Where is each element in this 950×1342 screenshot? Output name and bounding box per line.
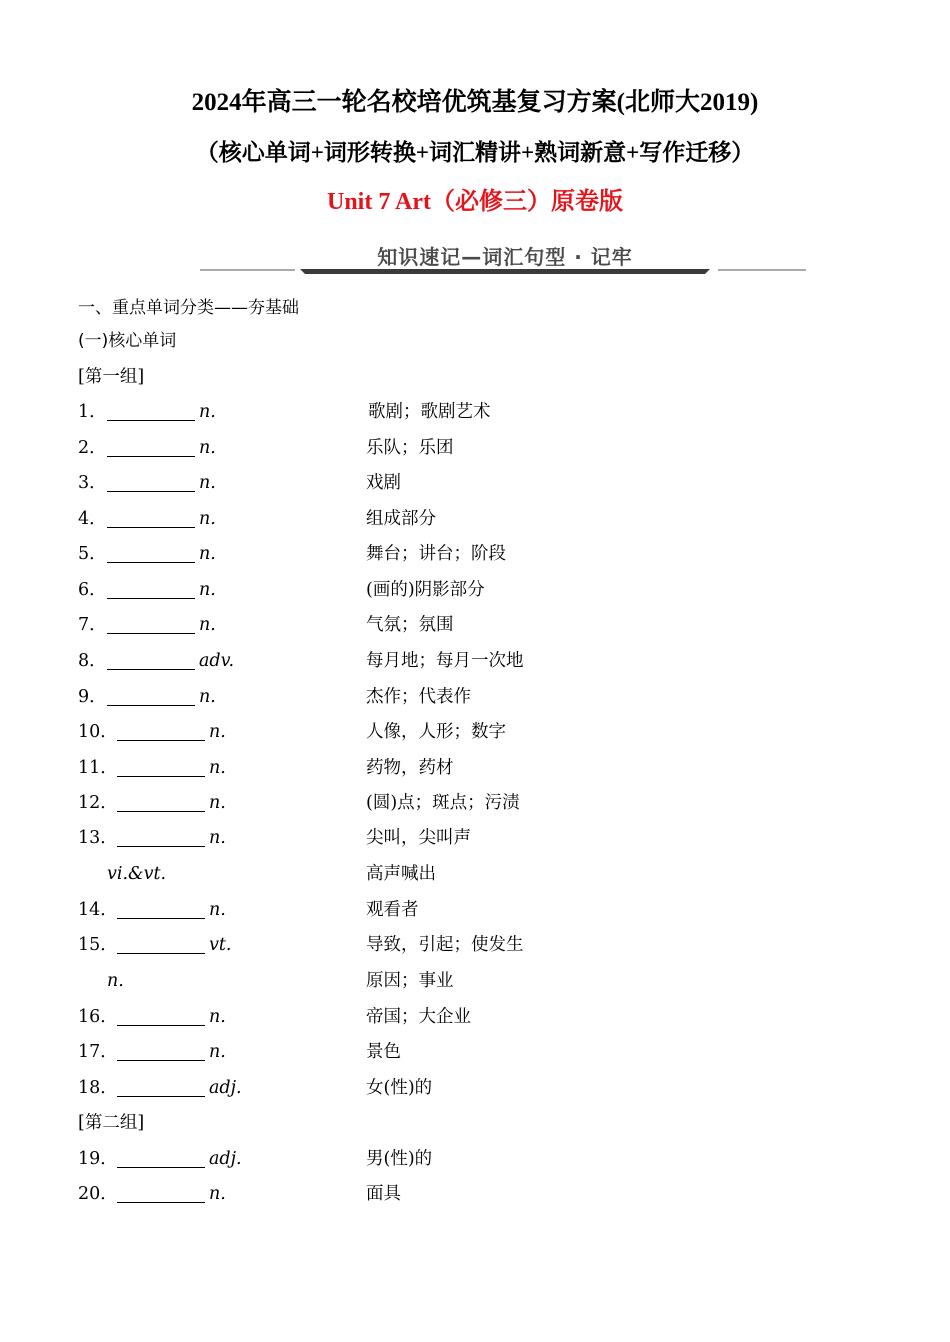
item-number: 19． (78, 1149, 118, 1169)
part-of-speech: n. (199, 402, 216, 422)
vocab-row (0, 1040, 950, 1064)
meaning: 导致，引起；使发生 (366, 935, 524, 955)
part-of-speech: n. (209, 793, 226, 813)
part-of-speech: n. (199, 580, 216, 600)
answer-blank[interactable] (107, 668, 195, 670)
item-number: 9． (78, 687, 107, 707)
vocab-row (0, 898, 950, 922)
vocab-row-extra (0, 862, 950, 886)
part-of-speech: n. (199, 687, 216, 707)
vocab-row (0, 826, 950, 850)
answer-blank[interactable] (107, 597, 195, 599)
answer-blank[interactable] (117, 775, 205, 777)
answer-blank[interactable] (117, 1201, 205, 1203)
item-number: 12． (78, 793, 118, 813)
item-number: 3． (78, 473, 107, 493)
vocab-row (0, 1005, 950, 1029)
meaning: 戏剧 (366, 473, 401, 493)
item-number: 16． (78, 1007, 118, 1027)
answer-blank[interactable] (107, 526, 195, 528)
answer-blank[interactable] (107, 490, 195, 492)
part-of-speech: n. (107, 971, 124, 991)
meaning: 尖叫，尖叫声 (366, 828, 471, 848)
item-number: 15． (78, 935, 118, 955)
answer-blank[interactable] (107, 632, 195, 634)
part-of-speech: n. (209, 828, 226, 848)
answer-blank[interactable] (117, 810, 205, 812)
meaning: 舞台；讲台；阶段 (366, 544, 506, 564)
banner-text: 知识速记—词汇句型 · 记牢 (377, 245, 633, 269)
meaning: 歌剧；歌剧艺术 (368, 402, 491, 422)
answer-blank[interactable] (107, 455, 195, 457)
vocab-row (0, 542, 950, 566)
part-of-speech: n. (209, 1184, 226, 1204)
vocab-row (0, 933, 950, 957)
answer-blank[interactable] (117, 1166, 205, 1168)
item-number: 14． (78, 900, 118, 920)
part-of-speech: vt. (209, 935, 232, 955)
meaning: 原因；事业 (366, 971, 454, 991)
part-of-speech: n. (199, 473, 216, 493)
vocab-row (0, 436, 950, 460)
vocab-row (0, 471, 950, 495)
meaning: 高声喊出 (366, 864, 436, 884)
group-label: [第一组] (78, 367, 145, 387)
section-heading: 一、重点单词分类——夯基础 (78, 298, 299, 318)
item-number: 4． (78, 509, 107, 529)
item-number: 6． (78, 580, 107, 600)
answer-blank[interactable] (117, 1024, 205, 1026)
section-banner (200, 238, 810, 278)
meaning: 面具 (366, 1184, 401, 1204)
vocab-row (0, 1147, 950, 1171)
part-of-speech: n. (209, 900, 226, 920)
document-title: 2024年高三一轮名校培优筑基复习方案(北师大2019) (191, 89, 759, 116)
meaning: 男(性)的 (366, 1149, 433, 1169)
meaning: 气氛；氛围 (366, 615, 454, 635)
answer-blank[interactable] (107, 561, 195, 563)
part-of-speech: vi.&vt. (107, 864, 167, 884)
item-number: 8． (78, 651, 107, 671)
answer-blank[interactable] (117, 739, 205, 741)
meaning: 观看者 (366, 900, 419, 920)
meaning: 组成部分 (366, 509, 436, 529)
section-subheading: (一)核心单词 (78, 331, 177, 351)
vocab-row (0, 685, 950, 709)
answer-blank[interactable] (117, 952, 205, 954)
meaning: 乐队；乐团 (366, 438, 454, 458)
item-number: 20． (78, 1184, 118, 1204)
answer-blank[interactable] (107, 704, 195, 706)
part-of-speech: n. (209, 758, 226, 778)
group-label: [第二组] (78, 1113, 145, 1133)
vocab-row (0, 1076, 950, 1100)
meaning: 人像，人形；数字 (366, 722, 506, 742)
item-number: 10． (78, 722, 118, 742)
item-number: 5． (78, 544, 107, 564)
vocab-row (0, 649, 950, 673)
meaning: (画的)阴影部分 (366, 580, 485, 600)
vocab-row (0, 791, 950, 815)
item-number: 2． (78, 438, 107, 458)
item-number: 1． (78, 402, 107, 422)
part-of-speech: n. (209, 722, 226, 742)
item-number: 7． (78, 615, 107, 635)
unit-title: Unit 7 Art（必修三）原卷版 (327, 189, 623, 215)
vocab-row-extra (0, 969, 950, 993)
part-of-speech: adj. (209, 1078, 242, 1098)
meaning: 女(性)的 (366, 1078, 433, 1098)
item-number: 17． (78, 1042, 118, 1062)
part-of-speech: n. (209, 1007, 226, 1027)
meaning: 药物，药材 (366, 758, 454, 778)
document-subtitle: （核心单词+词形转换+词汇精讲+熟词新意+写作迁移） (195, 140, 755, 165)
part-of-speech: n. (199, 544, 216, 564)
vocab-row (0, 756, 950, 780)
meaning: 景色 (366, 1042, 401, 1062)
part-of-speech: n. (199, 615, 216, 635)
part-of-speech: n. (209, 1042, 226, 1062)
meaning: 每月地；每月一次地 (366, 651, 524, 671)
answer-blank[interactable] (117, 1059, 205, 1061)
item-number: 11． (78, 758, 118, 778)
answer-blank[interactable] (117, 917, 205, 919)
answer-blank[interactable] (107, 419, 195, 421)
vocab-row (0, 720, 950, 744)
meaning: (圆)点；斑点；污渍 (366, 793, 520, 813)
answer-blank[interactable] (117, 845, 205, 847)
answer-blank[interactable] (117, 1095, 205, 1097)
item-number: 18． (78, 1078, 118, 1098)
part-of-speech: adv. (199, 651, 235, 671)
vocab-row (0, 1182, 950, 1206)
meaning: 帝国；大企业 (366, 1007, 471, 1027)
part-of-speech: adj. (209, 1149, 242, 1169)
item-number: 13． (78, 828, 118, 848)
vocab-row (0, 507, 950, 531)
part-of-speech: n. (199, 438, 216, 458)
part-of-speech: n. (199, 509, 216, 529)
vocab-row (0, 613, 950, 637)
vocab-row (0, 400, 950, 424)
meaning: 杰作；代表作 (366, 687, 471, 707)
vocab-row (0, 578, 950, 602)
